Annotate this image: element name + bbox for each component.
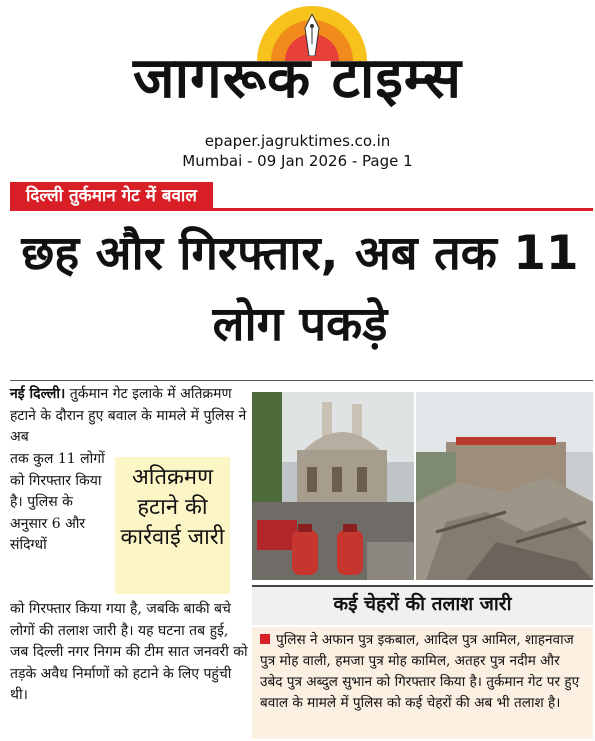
article-kicker: दिल्ली तुर्कमान गेट में बवाल <box>10 182 213 211</box>
headline-divider <box>10 380 593 381</box>
epaper-url[interactable]: epaper.jagruktimes.co.in <box>204 132 391 150</box>
photo-caption: कई चेहरों की तलाश जारी <box>333 593 512 615</box>
article-body-mid: तक कुल 11 लोगों को गिरफ्तार किया है। पुलिस के अनुसार 6 और संदिग्धों <box>10 451 105 553</box>
body-intro-text: तुर्कमान गेट इलाके में अतिक्रमण हटाने के दौरान हुए बवाल के मामले में पुलिस ने अब <box>10 386 247 445</box>
article-body-intro <box>10 384 248 449</box>
article-dateline: नई दिल्ली। <box>10 386 66 402</box>
mosque-gas-cylinders-photo <box>252 392 414 580</box>
pull-quote: अतिक्रमण हटाने की कार्रवाई जारी <box>115 457 230 594</box>
arrested-names-box <box>252 627 593 739</box>
demolition-rubble-photo <box>416 392 593 580</box>
article-body-end: को गिरफ्तार किया गया है, जबकि बाकी बचे लोगों की तलाश जारी है। यह घटना तब हुई, जब दिल्ली नगर निगम की टीम सात जनवरी को तड़के अवैध निर्माणों को हटाने के लिए पहुंची थी। <box>10 601 248 703</box>
newspaper-masthead: जागरूक टाइम्स <box>133 46 462 111</box>
edition-info: Mumbai - 09 Jan 2026 - Page 1 <box>182 152 413 170</box>
bullet-square-icon <box>260 634 270 644</box>
article-headline: छह और गिरफ्तार, अब तक 11 लोग पकड़े <box>21 226 579 352</box>
info-box-text: पुलिस ने अफान पुत्र इकबाल, आदिल पुत्र आमिल, शाहनवाज पुत्र मोह वाली, हमजा पुत्र मोह कामिल, अतहर पुत्र नदीम और उबेद पुत्र अब्दुल सुभान को गिरफ्तार किया है। तुर्कमान गेट पर हुए बवाल के मामले में पुलिस को कई चेहरों की अब भी तलाश है। <box>260 632 580 711</box>
